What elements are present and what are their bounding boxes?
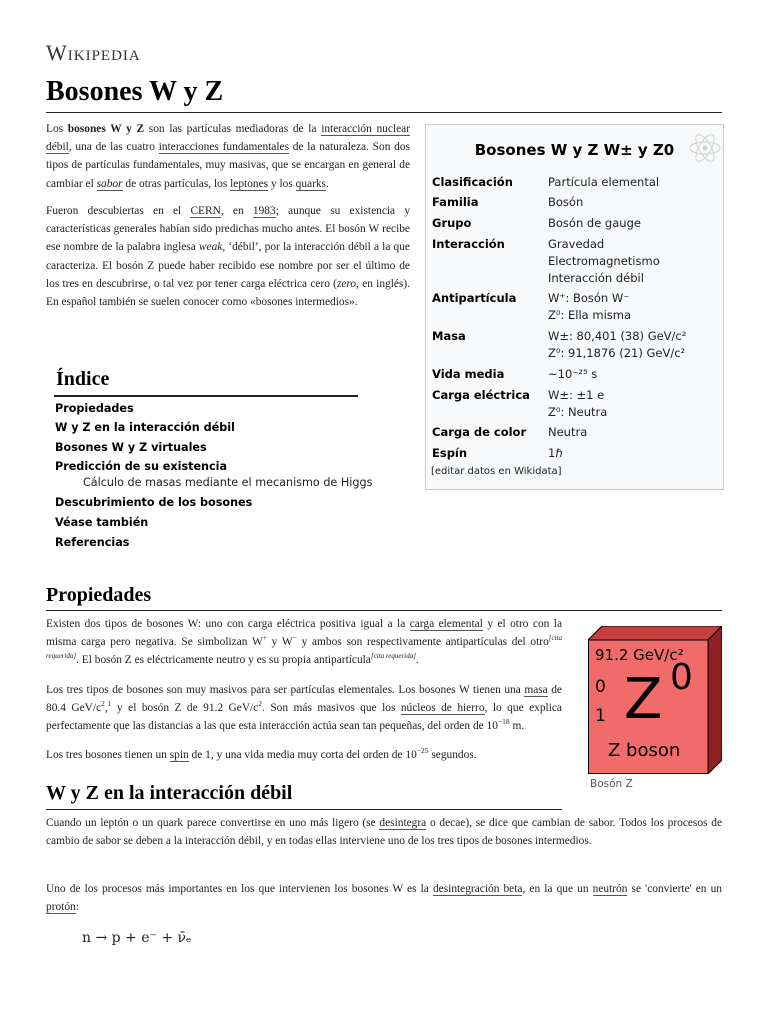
intro-paragraph-2 [46,202,410,311]
infobox-values [548,215,641,232]
propiedades-paragraph-2 [46,681,562,736]
debil-paragraph-1 [46,814,722,850]
text-segment: y W [266,636,293,649]
infobox-values [548,194,583,211]
text-segment: , ‘débil’, por la interacción débil a la que caracteriza. El bosón Z puede haber recibido ese nombre por ser el último de los tres en descubrirse, o tal vez por tener carga eléctrica cero ( [46,241,410,290]
inline-link[interactable]: sabor [96,177,123,190]
infobox-values [548,290,631,324]
text-segment: Uno de los procesos más importantes en los que intervienen los bosones W es la [46,883,433,895]
text-segment: o decae), se dice que cambian de sabor. Todos los procesos de cambio de sabor se deben a la interacción débil, y en todas ellas interviene uno de los tres tipos de bosones intermedios. [46,817,722,848]
text-segment: ; aunque su existencia y características generales habían sido predichas mucho antes. El bosón W recibe ese nombre de la palabra inglesa [46,205,411,254]
infobox-label: Carga de color [432,425,527,439]
infobox-value[interactable]: Electromagnetismo [548,253,660,268]
infobox-value[interactable]: Partícula elemental [548,175,660,189]
superscript: + [262,633,267,643]
infobox-value[interactable]: Z⁰: 91,1876 (21) GeV/c² [548,345,686,360]
infobox-value[interactable]: 1ℏ [548,446,563,460]
toc-item[interactable]: Predicción de su existencia [55,460,228,473]
inline-link[interactable]: desintegra [379,817,427,829]
superscript: 1 [107,699,112,709]
text-segment: y ambos son respectivamente antipartículas del otro [296,636,549,649]
infobox-values [548,174,659,191]
propiedades-paragraph-1 [46,615,562,670]
infobox-label: Familia [432,195,479,209]
infobox-value[interactable]: ~10⁻²⁵ s [548,367,598,381]
inline-link[interactable]: CERN [190,205,221,217]
infobox-label: Grupo [432,216,472,230]
infobox-value[interactable]: Z⁰: Ella misma [548,307,632,322]
toc-item[interactable]: Véase también [55,516,149,529]
text-segment: segundos. [428,749,477,761]
infobox-label: Carga eléctrica [432,388,530,402]
toc-divider [54,395,358,397]
infobox-value[interactable]: W⁺: Bosón W⁻ [548,291,630,305]
infobox-value[interactable]: W±: ±1 e [548,388,605,402]
text-segment: Los tres tipos de bosones son muy masivos para ser partículas elementales. Los bosones W tienen una [46,684,525,696]
z-boson-caption: Bosón Z [590,778,633,790]
inline-link[interactable]: leptones [230,177,269,190]
text-segment: weak [198,241,223,254]
section-heading-debil: W y Z en la interacción débil [46,782,293,804]
z-boson-name: Z boson [608,740,681,761]
infobox-value[interactable]: Bosón de gauge [548,216,641,230]
beta-decay-formula: n → p + e⁻ + ν̄ₑ [82,930,192,946]
infobox-values [548,424,587,441]
inline-link[interactable]: 1983 [252,205,276,217]
inline-link[interactable]: interacciones fundamentales [158,141,290,154]
text-segment: y el bosón Z de 91.2 GeV/c [111,702,259,715]
text-segment: , en la que un [522,883,593,895]
text-segment: . [415,654,419,667]
infobox-label: Antipartícula [432,291,517,305]
inline-link[interactable]: desintegración beta [432,883,523,895]
text-segment: de otras partículas, los [122,177,231,190]
superscript: 2 [258,699,263,709]
infobox-value[interactable]: Gravedad [548,237,605,251]
text-segment: de 1, y una vida media muy corta del orden de 10 [188,749,417,761]
text-segment: Fueron descubiertas en el [46,205,191,217]
text-segment: Los tres bosones tienen un [46,749,170,761]
text-segment: . Son más masivos que los [262,702,401,715]
text-segment: , lo que explica perfectamente que las distancias a las que esta interacción actúa sean tan pequeñas, del orden de 10 [46,702,562,733]
intro-paragraph-1 [46,120,410,193]
inline-link[interactable]: protón [46,901,76,914]
toc-subitem[interactable]: Cálculo de masas mediante el mecanismo de Higgs [83,476,373,489]
infobox-values [548,328,686,362]
inline-link[interactable]: núcleos de hierro [400,702,485,715]
text-segment: de la naturaleza. Son dos tipos de partículas fundamentales, muy masivas, que se encargan en general de cambiar el [46,141,410,190]
section-heading-propiedades: Propiedades [46,584,152,606]
infobox-values [548,236,660,286]
text-segment: Los [46,123,68,135]
text-segment: . El bosón Z es eléctricamente neutro y es su propia antipartícula [76,654,371,667]
toc-heading: Índice [56,368,110,390]
citation-needed-link[interactable]: [cita requerida] [46,634,563,661]
toc-item[interactable]: Referencias [55,536,130,549]
page-title: Bosones W y Z [46,76,224,107]
infobox-label: Espín [432,446,468,460]
infobox-value[interactable]: Interacción débil [548,270,644,285]
toc-item[interactable]: Propiedades [55,402,134,415]
card-top-face [588,626,722,640]
text-segment: y el otro con la misma carga pero negativa. Se simbolizan W [46,618,563,649]
inline-link[interactable]: spin [169,749,189,761]
text-segment: zero [336,277,357,290]
infobox-label: Clasificación [432,175,513,189]
text-segment: y los [268,177,296,190]
debil-paragraph-2 [46,880,722,916]
superscript: −25 [416,746,429,756]
wikipedia-logo[interactable]: Wikipedia [46,40,141,65]
infobox-label: Vida media [432,367,505,381]
infobox-value[interactable]: Z⁰: Neutra [548,404,608,419]
infobox [425,124,724,490]
superscript: − [292,633,297,643]
text-segment: Cuando un leptón o un quark parece convertirse en uno más ligero (se [46,817,380,829]
infobox-values [548,387,607,421]
inline-link[interactable]: masa [524,684,548,696]
text-segment: , en inglés). En español también se suelen conocer como «bosones intermedios». [46,277,411,309]
z-boson-mass: 91.2 GeV/c² [595,646,684,664]
text-segment: son las partículas mediadoras de la [144,123,322,135]
citation-needed-link[interactable]: [cita requerida] [370,652,416,661]
text-segment: bosones W y Z [67,123,145,135]
infobox-value[interactable]: W±: 80,401 (38) GeV/c² [548,329,687,343]
text-segment: , [104,702,108,715]
infobox-value[interactable]: Neutra [548,425,588,439]
toc-item[interactable]: W y Z en la interacción débil [55,421,235,434]
superscript: 2 [101,699,105,709]
inline-link[interactable]: carga elemental [409,618,483,630]
inline-link[interactable]: neutrón [592,883,628,895]
text-segment: se 'convierte' en un [627,883,722,895]
wikidata-edit-link[interactable]: [editar datos en Wikidata] [431,466,562,477]
infobox-label: Interacción [432,237,505,251]
z-boson-spin: 1 [595,706,606,726]
propiedades-paragraph-3 [46,746,562,764]
title-divider [46,112,722,113]
toc-item[interactable]: Descubrimiento de los bosones [55,496,253,509]
superscript: −18 [497,717,510,727]
section-divider [46,610,722,611]
z-boson-charge: 0 [595,677,606,697]
infobox-title: Bosones W y Z W± y Z0 [474,141,675,159]
text-segment: Existen dos tipos de bosones W: uno con carga eléctrica positiva igual a la [46,618,410,630]
infobox-label: Masa [432,329,466,343]
section-divider [46,809,562,810]
text-segment: m. [509,720,525,733]
text-segment: , una de las cuatro [68,141,159,154]
text-segment: , en [220,205,253,217]
infobox-value[interactable]: Bosón [548,195,584,209]
z-boson-symbol-superscript: 0 [670,657,693,698]
infobox-values [548,445,563,462]
toc-item[interactable]: Bosones W y Z virtuales [55,441,207,454]
inline-link[interactable]: interacción nuclear débil [46,123,410,154]
text-segment: : [75,901,79,914]
z-boson-symbol: Z [624,667,663,732]
text-segment: de 80.4 GeV/c [46,684,562,715]
inline-link[interactable]: quarks [295,177,326,190]
infobox-values [548,366,597,383]
card-side-face [708,626,722,774]
text-segment: . [326,177,329,190]
